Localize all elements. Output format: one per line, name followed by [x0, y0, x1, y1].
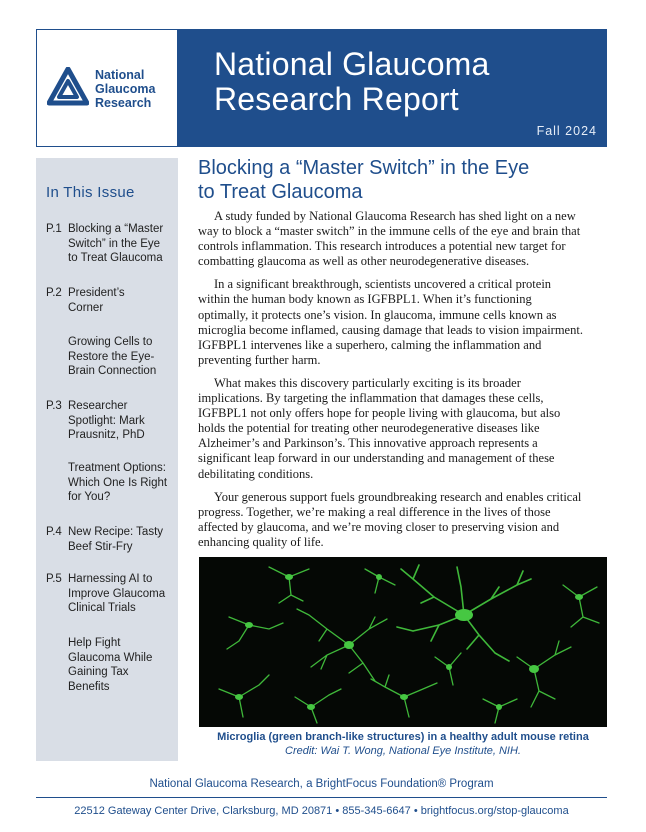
- paragraph-line: Your generous support fuels groundbreaking research and enables critical: [214, 489, 582, 504]
- toc-label-line: Improve Glaucoma: [68, 587, 166, 600]
- toc-label-line: President’s: [68, 287, 125, 299]
- report-title-line: Research Report: [214, 81, 459, 117]
- article-paragraph: [198, 376, 611, 482]
- paragraph-line: way to block a “master switch” in the immune cells of the eye and brain that: [198, 224, 581, 239]
- toc-label-line: Corner: [68, 301, 104, 314]
- paragraph-line: controls inflammation. This research introduces a potential new target for: [198, 239, 566, 254]
- toc-label-line: Beef Stir-Fry: [68, 540, 133, 553]
- toc-label-line: Which One Is Right: [68, 476, 168, 489]
- toc-page-number: P.1: [46, 223, 62, 235]
- toc-page-number: P.3: [46, 400, 62, 412]
- paragraph-line: optimally, it protects one’s vision. In glaucoma, immune cells known as: [198, 307, 557, 322]
- toc-label-line: Help Fight: [68, 637, 121, 649]
- toc-label-line: Clinical Trials: [68, 602, 136, 614]
- caption-text: Microglia (green branch-like structures) in a healthy adult mouse retina: [217, 731, 589, 743]
- paragraph-line: preventing further harm.: [198, 352, 321, 367]
- toc-item-label: [68, 399, 173, 443]
- article-title-line: to Treat Glaucoma: [198, 181, 363, 203]
- toc-label-line: Harnessing AI to: [68, 573, 153, 585]
- toc-page-number: P.5: [46, 573, 62, 585]
- triangle-logo-icon: [47, 67, 89, 107]
- toc-label-line: Prausnitz, PhD: [68, 429, 145, 441]
- paragraph-line: debilitating conditions.: [198, 466, 314, 481]
- footer-divider: [36, 797, 607, 798]
- logo-line: Research: [95, 96, 152, 110]
- sidebar: [36, 158, 178, 761]
- paragraph-line: IGFBPL1 not only offers hope for people living with glaucoma, but also: [198, 406, 561, 421]
- toc-item-label: [68, 525, 173, 554]
- toc-item-label: [68, 636, 173, 694]
- toc-label-line: Spotlight: Mark: [68, 414, 145, 427]
- toc-label-line: Glaucoma While: [68, 651, 153, 664]
- toc-item-label: [68, 335, 173, 379]
- toc-label-line: Blocking a “Master: [68, 223, 164, 235]
- paragraph-line: What makes this discovery particularly exciting is its broader: [214, 375, 521, 390]
- report-title-line: National Glaucoma: [214, 46, 490, 82]
- paragraph-line: implications. By targeting the inflammation that damages these cells,: [198, 391, 544, 406]
- toc-label-line: Treatment Options:: [68, 462, 167, 474]
- paragraph-line: A study funded by National Glaucoma Research has shed light on a new: [214, 209, 576, 223]
- article-title-line: Blocking a “Master Switch” in the Eye: [198, 157, 530, 179]
- paragraph-line: affected by glaucoma, and we’re moving closer to preserving vision and: [198, 519, 560, 534]
- logo-line: Glaucoma: [95, 82, 156, 96]
- toc-label-line: New Recipe: Tasty: [68, 526, 164, 538]
- toc-item-label: [68, 572, 173, 616]
- logo-line: National: [95, 68, 145, 82]
- article-title: [198, 156, 618, 204]
- toc-label-line: Switch” in the Eye: [68, 237, 161, 250]
- article-paragraph: [198, 209, 611, 269]
- article-body: [198, 209, 611, 558]
- toc-page-number: P.4: [46, 526, 62, 538]
- paragraph-line: combatting glaucoma as well as other neurodegenerative diseases.: [198, 254, 530, 269]
- logo-org-name: [95, 68, 179, 110]
- toc-label-line: Gaining Tax: [68, 666, 129, 678]
- paragraph-line: within the human body known as IGFBPL1. When it’s functioning: [198, 292, 532, 307]
- toc-item-label: [68, 286, 173, 315]
- paragraph-line: microglia become inflamed, causing damage that leads to vision impairment.: [198, 322, 583, 337]
- toc-label-line: Brain Connection: [68, 365, 157, 377]
- footer-address: 22512 Gateway Center Drive, Clarksburg, MD 20871 • 855-345-6647 • brightfocus.org/stop-glaucoma: [74, 805, 569, 817]
- article-paragraph: [198, 277, 611, 368]
- microglia-illustration: [199, 557, 607, 727]
- image-caption: [199, 731, 607, 758]
- toc-label-line: Researcher: [68, 400, 128, 412]
- header-banner: [178, 29, 607, 147]
- paragraph-line: progress. Together, we’re making a real difference in the lives of those: [198, 504, 551, 519]
- paragraph-line: significant leap forward in our understanding and management of these: [198, 451, 555, 466]
- toc-item-label: [68, 222, 173, 266]
- toc-label-line: Benefits: [68, 680, 110, 693]
- issue-date: Fall 2024: [536, 124, 597, 138]
- sidebar-heading: In This Issue: [46, 184, 135, 201]
- paragraph-line: Alzheimer’s and Parkinson’s. This innovative approach represents a: [198, 436, 538, 451]
- logo-box: [36, 29, 178, 147]
- toc-label-line: for You?: [68, 491, 111, 503]
- toc-label-line: Restore the Eye-: [68, 350, 155, 363]
- toc-label-line: Growing Cells to: [68, 336, 153, 348]
- paragraph-line: holds the potential for treating other neurodegenerative diseases like: [198, 421, 540, 436]
- footer-program: National Glaucoma Research, a BrightFocus Foundation® Program: [149, 778, 494, 790]
- paragraph-line: enhancing quality of life.: [198, 534, 324, 549]
- article-paragraph: [198, 490, 611, 550]
- toc-page-number: P.2: [46, 287, 62, 299]
- report-title: [214, 47, 594, 117]
- paragraph-line: IGFBPL1 intervenes like a superhero, calming the inflammation and: [198, 337, 542, 352]
- microglia-image: [199, 557, 607, 727]
- toc-label-line: to Treat Glaucoma: [68, 252, 163, 264]
- paragraph-line: In a significant breakthrough, scientists uncovered a critical protein: [214, 277, 552, 292]
- caption-credit: Credit: Wai T. Wong, National Eye Institute, NIH.: [285, 744, 521, 757]
- toc-item-label: [68, 461, 173, 505]
